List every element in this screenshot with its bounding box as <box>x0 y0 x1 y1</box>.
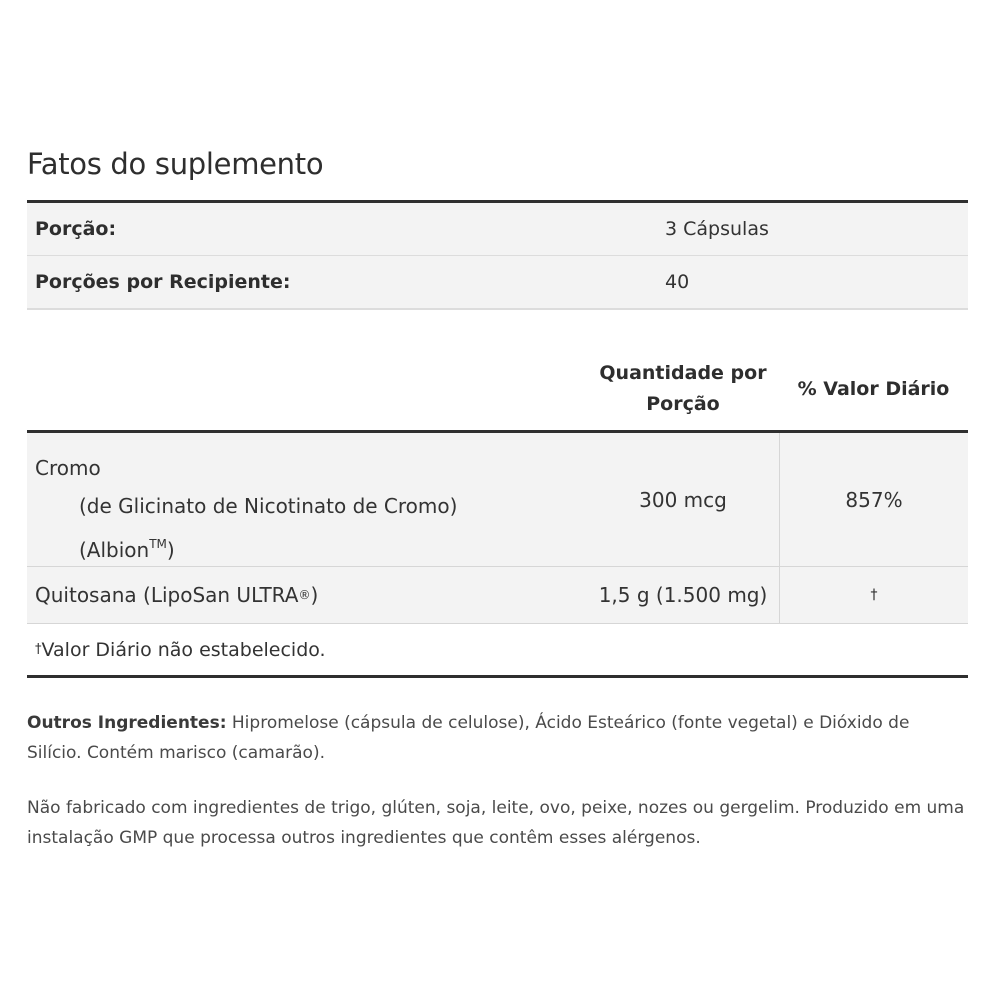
servings-per-container-row <box>27 256 968 309</box>
amount-per-serving-header <box>587 358 779 420</box>
serving-size-value: 3 Cápsulas <box>665 218 769 240</box>
page-title: Fatos do suplemento <box>27 147 324 181</box>
nutrient-source: (de Glicinato de Nicotinato de Cromo) <box>79 494 458 518</box>
daily-value-header: % Valor Diário <box>797 378 950 400</box>
other-ingredients-label: Outros Ingredientes: <box>27 713 227 733</box>
dagger-symbol: † <box>35 642 42 657</box>
section-gap <box>27 309 968 348</box>
trademark-mark: TM <box>149 537 167 551</box>
table-row <box>27 567 968 624</box>
nutrient-name-close: ) <box>310 583 319 607</box>
nutrient-daily-value: 857% <box>779 433 968 566</box>
footnote-text: Valor Diário não estabelecido. <box>41 638 326 661</box>
amount-header-line1: Quantidade por <box>599 362 767 384</box>
servings-per-container-label: Porções por Recipiente: <box>35 271 291 293</box>
nutrient-amount: 300 mcg <box>639 487 727 512</box>
servings-per-container-value: 40 <box>665 271 690 293</box>
nutrient-name-cell <box>27 433 587 566</box>
supplement-facts-panel <box>27 142 968 853</box>
table-header <box>27 348 968 430</box>
nutrient-name: Quitosana (LipoSan ULTRA <box>35 583 299 607</box>
nutrient-brand-close: ) <box>166 538 175 562</box>
serving-size-row <box>27 203 968 256</box>
nutrient-daily-value: † <box>779 567 968 623</box>
nutrient-name: Cromo <box>35 456 101 480</box>
nutrient-brand-text: (Albion <box>79 538 150 562</box>
other-ingredients-text: Hipromelose (cápsula de celulose), Ácido Esteárico (fonte vegetal) e Dióxido de Silício. Contém marisco (camarão). <box>27 713 910 763</box>
footnote <box>27 624 968 675</box>
bottom-divider <box>27 675 968 678</box>
nutrient-name-cell <box>27 567 587 623</box>
registered-mark: ® <box>298 588 311 602</box>
table-row <box>27 433 968 567</box>
other-ingredients <box>27 708 968 768</box>
allergen-note: Não fabricado com ingredientes de trigo, glúten, soja, leite, ovo, peixe, nozes ou gergelim. Produzido em uma instalação GMP que processa outros ingredientes que contêm esses alérgenos. <box>27 798 965 848</box>
nutrient-brand <box>35 525 587 569</box>
serving-size-label: Porção: <box>35 218 117 240</box>
nutrient-amount: 1,5 g (1.500 mg) <box>598 583 768 607</box>
amount-header-line2: Porção <box>646 393 720 415</box>
